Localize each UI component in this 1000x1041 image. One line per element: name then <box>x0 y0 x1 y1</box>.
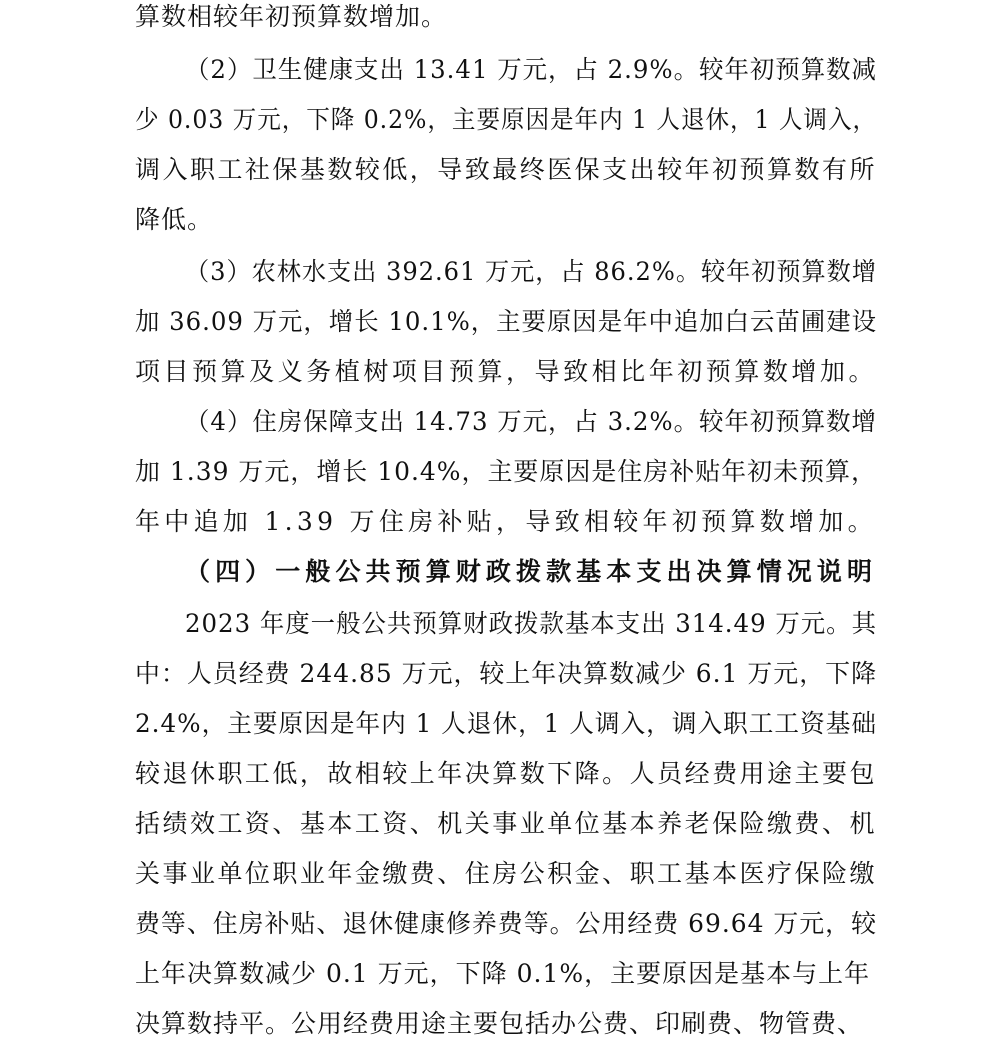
text-line: 项目预算及义务植树项目预算，导致相比年初预算数增加。 <box>135 357 878 386</box>
text-line: 上年决算数减少 0.1 万元，下降 0.1%，主要原因是基本与上年 <box>135 959 871 988</box>
text-line: 2023 年度一般公共预算财政拨款基本支出 314.49 万元。其 <box>185 609 878 638</box>
text-line: 决算数持平。公用经费用途主要包括办公费、印刷费、物管费、 <box>135 1009 864 1038</box>
text-line: 关事业单位职业年金缴费、住房公积金、职工基本医疗保险缴 <box>135 859 877 888</box>
text-line: （3）农林水支出 392.61 万元，占 86.2%。较年初预算数增 <box>185 257 877 286</box>
text-line: 费等、住房补贴、退休健康修养费等。公用经费 69.64 万元，较 <box>135 909 878 938</box>
text-line: 加 36.09 万元，增长 10.1%，主要原因是年中追加白云苗圃建设 <box>135 307 877 336</box>
section-heading: （四）一般公共预算财政拨款基本支出决算情况说明 <box>185 557 878 586</box>
text-line: （2）卫生健康支出 13.41 万元，占 2.9%。较年初预算数减 <box>185 55 877 84</box>
text-line: 2.4%，主要原因是年内 1 人退休，1 人调入，调入职工工资基础 <box>135 709 878 738</box>
text-line: 年中追加 1.39 万住房补贴，导致相较年初预算数增加。 <box>135 507 877 536</box>
text-line: 括绩效工资、基本工资、机关事业单位基本养老保险缴费、机 <box>135 809 877 838</box>
text-line: 中：人员经费 244.85 万元，较上年决算数减少 6.1 万元，下降 <box>135 659 878 688</box>
text-line: 较退休职工低，故相较上年决算数下降。人员经费用途主要包 <box>135 759 877 788</box>
text-line: （4）住房保障支出 14.73 万元，占 3.2%。较年初预算数增 <box>185 407 877 436</box>
text-line: 调入职工社保基数较低，导致最终医保支出较年初预算数有所 <box>135 155 877 184</box>
text-line: 加 1.39 万元，增长 10.4%，主要原因是住房补贴年初未预算， <box>135 457 877 486</box>
text-line: 少 0.03 万元，下降 0.2%，主要原因是年内 1 人退休，1 人调入， <box>135 105 877 134</box>
text-line: 算数相较年初预算数增加。 <box>135 2 448 31</box>
text-line: 降低。 <box>135 205 214 234</box>
